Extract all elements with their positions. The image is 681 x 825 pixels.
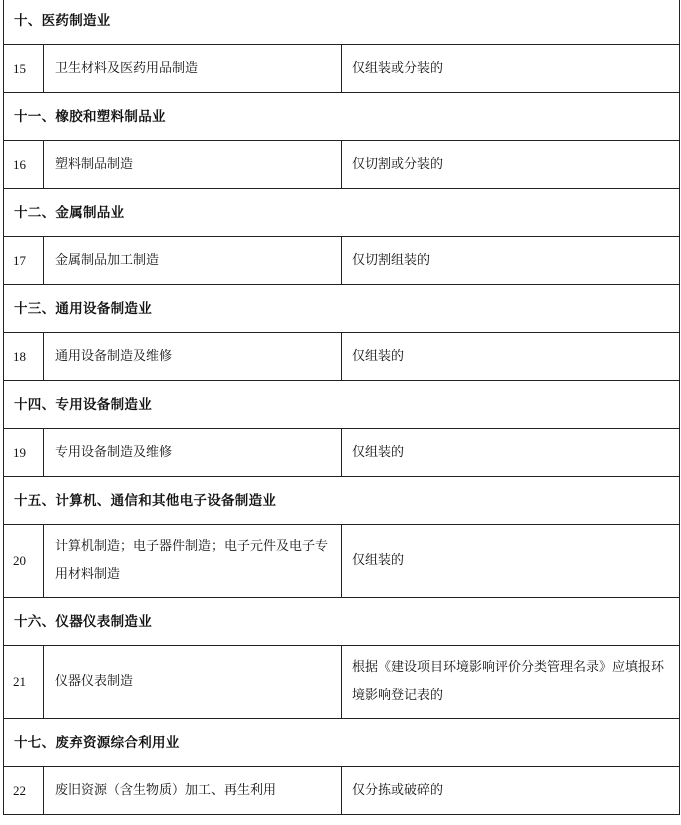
- row-number: 22: [4, 767, 44, 815]
- section-title: 十、医药制造业: [4, 0, 680, 45]
- section-header-row: [4, 598, 680, 646]
- industry-table: [3, 0, 680, 815]
- table-row: [4, 525, 680, 598]
- section-title: 十三、通用设备制造业: [4, 285, 680, 333]
- industry-name: 通用设备制造及维修: [44, 333, 342, 381]
- condition-note: 仅组装的: [342, 333, 680, 381]
- condition-note: 仅切割或分装的: [342, 141, 680, 189]
- row-number: 21: [4, 646, 44, 719]
- table-row: [4, 45, 680, 93]
- table-row: [4, 429, 680, 477]
- section-title: 十二、金属制品业: [4, 189, 680, 237]
- table-row: [4, 333, 680, 381]
- section-title: 十四、专用设备制造业: [4, 381, 680, 429]
- section-title: 十七、废弃资源综合利用业: [4, 719, 680, 767]
- industry-name: 卫生材料及医药用品制造: [44, 45, 342, 93]
- condition-note: 仅组装或分装的: [342, 45, 680, 93]
- section-header-row: [4, 93, 680, 141]
- condition-note: 仅切割组装的: [342, 237, 680, 285]
- section-header-row: [4, 189, 680, 237]
- section-title: 十六、仪器仪表制造业: [4, 598, 680, 646]
- industry-name: 金属制品加工制造: [44, 237, 342, 285]
- row-number: 16: [4, 141, 44, 189]
- industry-name: 专用设备制造及维修: [44, 429, 342, 477]
- table-row: [4, 237, 680, 285]
- section-header-row: [4, 0, 680, 45]
- condition-note: 根据《建设项目环境影响评价分类管理名录》应填报环境影响登记表的: [342, 646, 680, 719]
- condition-note: 仅组装的: [342, 429, 680, 477]
- section-header-row: [4, 477, 680, 525]
- section-header-row: [4, 285, 680, 333]
- row-number: 20: [4, 525, 44, 598]
- table-row: [4, 767, 680, 815]
- row-number: 18: [4, 333, 44, 381]
- row-number: 19: [4, 429, 44, 477]
- section-header-row: [4, 719, 680, 767]
- table-row: [4, 646, 680, 719]
- industry-name: 仪器仪表制造: [44, 646, 342, 719]
- industry-name: 计算机制造；电子器件制造；电子元件及电子专用材料制造: [44, 525, 342, 598]
- section-header-row: [4, 381, 680, 429]
- industry-name: 废旧资源（含生物质）加工、再生利用: [44, 767, 342, 815]
- table-row: [4, 141, 680, 189]
- condition-note: 仅分拣或破碎的: [342, 767, 680, 815]
- section-title: 十五、计算机、通信和其他电子设备制造业: [4, 477, 680, 525]
- section-title: 十一、橡胶和塑料制品业: [4, 93, 680, 141]
- industry-name: 塑料制品制造: [44, 141, 342, 189]
- condition-note: 仅组装的: [342, 525, 680, 598]
- row-number: 17: [4, 237, 44, 285]
- row-number: 15: [4, 45, 44, 93]
